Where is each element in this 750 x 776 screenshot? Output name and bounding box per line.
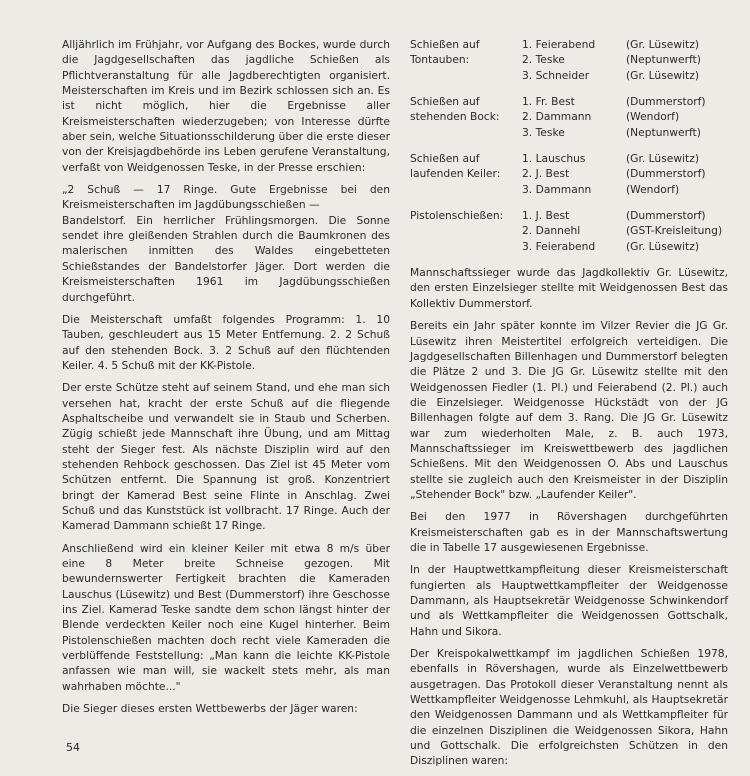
page-number: 54 bbox=[66, 741, 80, 754]
paragraph-winners-intro: Die Sieger dieses ersten Wettbewerbs der Jäger waren: bbox=[62, 702, 358, 716]
paragraph-1977: Bei den 1977 in Rövershagen durchgeführten Kreismeisterschaften gab es in der Mannschaftswertung die in Tabelle 17 ausgewiesenen Ergebnisse. bbox=[410, 510, 728, 554]
left-column bbox=[62, 37, 390, 723]
result-club: (Gr. Lüsewitz) bbox=[626, 38, 700, 51]
result-rank: 1. J. Best bbox=[522, 209, 570, 223]
result-rank: 2. Teske bbox=[522, 53, 565, 67]
discipline-label: Schießen auf stehenden Bock: bbox=[410, 95, 500, 124]
results-table bbox=[410, 37, 730, 83]
results-row bbox=[410, 37, 730, 52]
result-club: (Wendorf) bbox=[626, 182, 680, 196]
result-club: (Wendorf) bbox=[626, 110, 680, 124]
result-rank: 2. J. Best bbox=[522, 167, 570, 181]
results-table bbox=[410, 94, 730, 140]
result-rank: 3. Dammann bbox=[522, 182, 592, 196]
result-rank: 3. Teske bbox=[522, 125, 565, 139]
results-row bbox=[410, 208, 730, 223]
result-rank: 1. Feierabend bbox=[522, 38, 596, 51]
discipline-label: Schießen auf Tontauben: bbox=[410, 38, 480, 67]
discipline-label: Schießen auf laufenden Keiler: bbox=[410, 152, 501, 181]
paragraph-keiler: Anschließend wird ein kleiner Keiler mit etwa 8 m/s über eine 8 Meter breite Schneise gezogen. Mit bewundernswerter Fertigkeit brachten die Kameraden Lauschus (Lüsewitz) und Best (Dummerstorf) ihre Geschosse ins Ziel. Kamerad Teske sandte dem schon längst hinter der Blende verdeckten Keiler noch eine Kugel hinterher. Beim Pistolenschießen machten doch recht viele Kameraden die verblüffende Feststellung: „Man kann die leichte KK-Pistole anfassen wie man will, sie wackelt stets mehr, als man wahrhaben möchte..." bbox=[62, 541, 390, 693]
result-rank: 2. Dammann bbox=[522, 110, 592, 124]
paragraph-cup-1978: Der Kreispokalwettkampf im jagdlichen Schießen 1978, ebenfalls in Rövershagen, wurde als Einzelwettbewerb ausgetragen. Das Protokoll dieser Veranstaltung nennt als Wettkampfleiter Weidgenosse Lehmkuhl, als Hauptsekretär den Weidgenossen Dammann und als Wettkampfleiter für die einzelnen Disziplinen die Weidgenossen Sikora, Hahn und Gottschalk. Die erfolgreichsten Schützen in den Disziplinen waren: bbox=[410, 647, 728, 768]
results-table bbox=[410, 151, 730, 197]
right-column bbox=[410, 37, 728, 776]
result-club: (Gr. Lüsewitz) bbox=[626, 68, 700, 82]
result-club: (Neptunwerft) bbox=[626, 53, 701, 67]
paragraph-vilz: Bereits ein Jahr später konnte im Vilzer Revier die JG Gr. Lüsewitz ihren Meistertitel erfolgreich verteidigen. Die Jagdgesellschaften Billenhagen und Dummerstorf belegten die Plätze 2 und 3. Die JG Gr. Lüsewitz stellte mit den Weidgenossen Fiedler (1. Pl.) und Feierabend (2. Pl.) auch die Einzelsieger. Weidgenosse Hückstädt von der JG Billenhagen folgte auf dem 3. Rang. Die JG Gr. Lüsewitz war zum wiederholten Male, z. B. auch 1973, Mannschaftssieger im Kreiswettbewerb des jagdlichen Schießens. Mit den Weidgenossen O. Abs und Lauschus stellte sie zugleich auch den Kreismeister in der Disziplin „Stehender Bock" bzw. „Laufender Keiler". bbox=[410, 319, 728, 501]
paragraph-bandelstorf: Bandelstorf. Ein herrlicher Frühlingsmorgen. Die Sonne sendet ihre gleißenden Strahlen durch die Baumkronen des malerischen inmitten des Waldes eingebetteten Schießstandes der Bandelstorfer Jäger. Dort werden die Kreismeisterschaften 1961 im Jagdübungsschießen durchgeführt. bbox=[62, 213, 390, 304]
result-rank: 2. Dannehl bbox=[522, 224, 581, 238]
result-rank: 3. Feierabend bbox=[522, 239, 596, 253]
results-table bbox=[410, 208, 730, 254]
paragraph-team-winner: Mannschaftssieger wurde das Jagdkollektiv Gr. Lüsewitz, den ersten Einzelsieger stellte mit Weidgenossen Best das Kollektiv Dummerstorf. bbox=[410, 266, 728, 310]
results-row bbox=[410, 151, 730, 166]
result-club: (Dummerstorf) bbox=[626, 95, 706, 109]
result-rank: 3. Schneider bbox=[522, 68, 590, 82]
paragraph-program: Die Meisterschaft umfaßt folgendes Programm: 1. 10 Tauben, geschleudert aus 15 Meter Entfernung. 2. 2 Schuß auf den stehenden Bock. 3. 2 Schuß auf den flüchtenden Keiler. 4. 5 Schuß mit der KK-Pistole. bbox=[62, 312, 390, 372]
discipline-label: Pistolenschießen: bbox=[410, 209, 504, 223]
result-club: (Dummerstorf) bbox=[626, 209, 706, 223]
paragraph-press-headline: „2 Schuß — 17 Ringe. Gute Ergebnisse bei den Kreismeisterschaften im Jagdübungsschießen — bbox=[62, 183, 390, 212]
result-rank: 1. Lauschus bbox=[522, 152, 586, 166]
paragraph-competition-management: In der Hauptwettkampfleitung dieser Kreismeisterschaft fungierten als Hauptwettkampfleiter der Weidgenosse Dammann, als Hauptsekretär Weidgenosse Schwinkendorf und als Wettkampfleiter die Weidgenossen Gottschalk, Hahn und Sikora. bbox=[410, 563, 728, 638]
result-club: (Gr. Lüsewitz) bbox=[626, 152, 700, 166]
result-rank: 1. Fr. Best bbox=[522, 95, 575, 109]
result-club: (Dummerstorf) bbox=[626, 167, 706, 181]
paragraph-first-shooter: Der erste Schütze steht auf seinem Stand, und ehe man sich versehen hat, kracht der erste Schuß auf die fliegende Asphaltscheibe und verwandelt sie in Staub und Scherben. Zügig schießt jede Mannschaft ihre Übung, und am Mittag steht der Sieger fest. Als nächste Disziplin wird auf den stehenden Rehbock geschossen. Das Ziel ist 45 Meter vom Schützen entfernt. Die Spannung ist groß. Konzentriert bringt der Kamerad Best seine Flinte in Anschlag. Zwei Schuß und das Kunststück ist vollbracht. 17 Ringe. Auch der Kamerad Dammann schießt 17 Ringe. bbox=[62, 381, 390, 533]
result-club: (Gr. Lüsewitz) bbox=[626, 239, 700, 253]
paragraph-intro: Alljährlich im Frühjahr, vor Aufgang des Bockes, wurde durch die Jagdgesellschaften das jagdliche Schießen als Pflichtveranstaltung für alle Jagdberechtigten organisiert. Meisterschaften im Kreis und im Bezirk schlossen sich an. Es ist nicht möglich, hier die Ergebnisse aller Kreismeisterschaften wiederzugeben; von Interesse dürfte aber sein, welche Situationsschilderung über die erste dieser von der Kreisjagdbehörde ins Leben gerufene Veranstaltung, verfaßt von Weidgenossen Teske, in der Presse erschien: bbox=[62, 38, 390, 174]
results-row bbox=[410, 94, 730, 109]
result-club: (Neptunwerft) bbox=[626, 125, 701, 139]
result-club: (GST-Kreisleitung) bbox=[626, 224, 723, 238]
